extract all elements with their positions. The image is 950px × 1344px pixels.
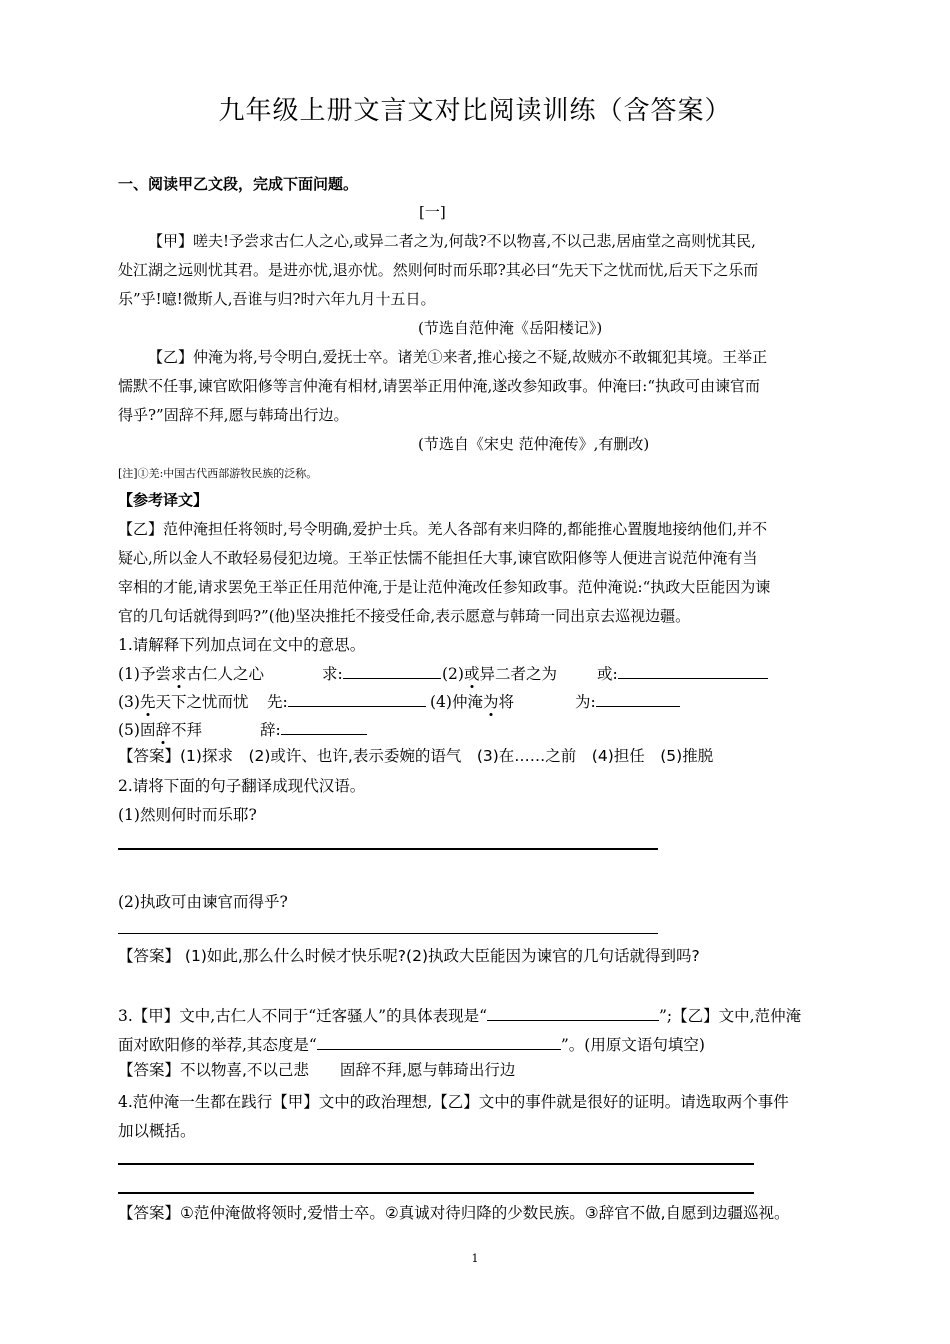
yi-line-1: 【乙】仲淹为将,号令明白,爱抚士卒。诸羌①来者,推心接之不疑,故贼亦不敢辄犯其境。王举正 bbox=[148, 348, 768, 366]
q2-sentence-2: (2)执政可由谏官而得乎? bbox=[118, 893, 288, 911]
q1-item-5-blank[interactable]: 辞: bbox=[260, 718, 367, 740]
yi-line-3: 得乎?”固辞不拜,愿与韩琦出行边。 bbox=[118, 406, 349, 424]
q1-item-2: (2)或异二者之为 bbox=[442, 665, 557, 683]
q1-answer: 【答案】(1)探求 (2)或许、也许,表示委婉的语气 (3)在……之前 (4)担任 (5)推脱 bbox=[118, 747, 714, 765]
q2-answer: 【答案】 (1)如此,那么什么时候才快乐呢?(2)执政大臣能因为谏官的几句话就得到吗? bbox=[118, 947, 700, 965]
q3-blank-1[interactable] bbox=[487, 1006, 659, 1021]
jia-line-1: 【甲】嗟夫!予尝求古仁人之心,或异二者之为,何哉?不以物喜,不以己悲,居庙堂之高则忧其民, bbox=[148, 232, 756, 250]
q1-item-3: (3)先天下之忧而忧 bbox=[118, 693, 249, 711]
jia-line-2: 处江湖之远则忧其君。是进亦忧,退亦忧。然则何时而乐耶?其必曰“先天下之忧而忧,后天下之乐而 bbox=[118, 261, 759, 279]
page-number: 1 bbox=[471, 1252, 479, 1265]
q2-stem: 2.请将下面的句子翻译成现代汉语。 bbox=[118, 777, 366, 795]
yi-line-2: 懦默不任事,谏官欧阳修等言仲淹有相材,请罢举正用仲淹,遂改参知政事。仲淹曰:“执政可由谏官而 bbox=[118, 377, 761, 395]
q2-answer-line-2[interactable] bbox=[118, 933, 658, 934]
q4-line-2: 加以概括。 bbox=[118, 1122, 196, 1140]
q1-item-4: (4)仲淹为将 bbox=[430, 693, 514, 711]
yi-source: (节选自《宋史 范仲淹传》,有删改) bbox=[418, 435, 650, 453]
q4-answer-line-1[interactable] bbox=[118, 1163, 754, 1165]
q3-line-1: 3.【甲】文中,古仁人不同于“迁客骚人”的具体表现是“ ”;【乙】文中,范仲淹 bbox=[118, 1007, 802, 1025]
q4-answer: 【答案】①范仲淹做将领时,爱惜士卒。②真诚对待归降的少数民族。③辞官不做,自愿到边疆巡视。 bbox=[118, 1204, 790, 1222]
q2-sentence-1: (1)然则何时而乐耶? bbox=[118, 806, 257, 824]
q3-blank-2[interactable] bbox=[317, 1035, 561, 1050]
q1-item-5: (5)固辞不拜 bbox=[118, 721, 202, 739]
q1-stem: 1.请解释下列加点词在文中的意思。 bbox=[118, 636, 366, 654]
q3-answer: 【答案】不以物喜,不以己悲 固辞不拜,愿与韩琦出行边 bbox=[118, 1061, 516, 1079]
reference-line-2: 疑心,所以金人不敢轻易侵犯边境。王举正怯懦不能担任大事,谏官欧阳修等人便进言说范仲淹有当 bbox=[118, 549, 758, 567]
reference-line-3: 宰相的才能,请求罢免王举正任用范仲淹,于是让范仲淹改任参知政事。范仲淹说:“执政大臣能因为谏 bbox=[118, 578, 771, 596]
q4-answer-line-2[interactable] bbox=[118, 1192, 754, 1194]
part-label: [一] bbox=[419, 203, 446, 221]
q1-item-4-blank[interactable]: 为: bbox=[575, 690, 680, 712]
reference-line-4: 官的几句话就得到吗?”(他)坚决推托不接受任命,表示愿意与韩琦一同出京去巡视边疆。 bbox=[118, 607, 691, 625]
jia-line-3: 乐”乎!噫!微斯人,吾谁与归?时六年九月十五日。 bbox=[118, 290, 436, 308]
section-heading: 一、阅读甲乙文段，完成下面问题。 bbox=[118, 175, 359, 193]
q3-line-2: 面对欧阳修的举荐,其态度是“ ”。(用原文语句填空) bbox=[118, 1036, 705, 1054]
jia-source: (节选自范仲淹《岳阳楼记》) bbox=[418, 319, 603, 337]
q1-item-3-blank[interactable]: 先: bbox=[267, 690, 426, 712]
q1-item-2-blank[interactable]: 或: bbox=[597, 662, 768, 684]
q4-line-1: 4.范仲淹一生都在践行【甲】文中的政治理想,【乙】文中的事件就是很好的证明。请选取两个事件 bbox=[118, 1093, 789, 1111]
page-title: 九年级上册文言文对比阅读训练（含答案） bbox=[218, 96, 732, 126]
q2-answer-line-1[interactable] bbox=[118, 848, 658, 850]
reference-heading: 【参考译文】 bbox=[118, 491, 209, 509]
q1-item-1: (1)予尝求古仁人之心 bbox=[118, 665, 264, 683]
q1-item-1-blank[interactable]: 求: bbox=[322, 662, 441, 684]
annotation-note: [注]①羌:中国古代西部游牧民族的泛称。 bbox=[118, 467, 318, 480]
reference-line-1: 【乙】范仲淹担任将领时,号令明确,爱护士兵。羌人各部有来归降的,都能推心置腹地接纳他们,并不 bbox=[118, 520, 768, 538]
